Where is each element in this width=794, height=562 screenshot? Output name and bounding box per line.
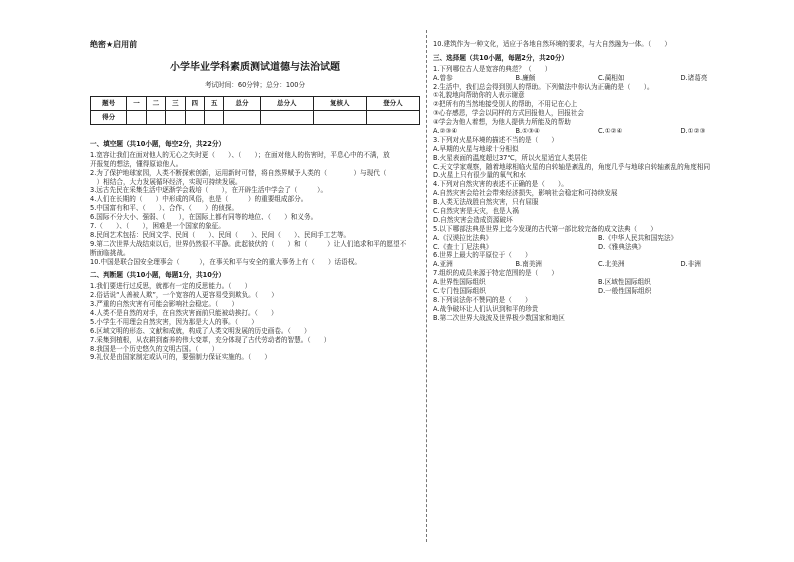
score-input-cell[interactable] bbox=[185, 111, 204, 125]
answer-option[interactable]: C.蔺相如 bbox=[598, 73, 625, 82]
question-line: 4.人们在长期的（ ）中形成的风俗，也是（ ）的重要组成部分。 bbox=[90, 195, 308, 204]
score-header-cell: 总分人 bbox=[260, 97, 313, 111]
score-table-row bbox=[91, 111, 420, 125]
question-line: 断面临挑战。 bbox=[90, 248, 130, 257]
question-line: 6.世界上最大的平原位于（ ） bbox=[433, 251, 532, 260]
option-row bbox=[433, 234, 763, 243]
question-line: 10.建筑作为一种文化，适应于各地自然环境的要求，与大自然融为一体。（ ） bbox=[433, 40, 671, 48]
answer-option[interactable]: D.非洲 bbox=[680, 260, 701, 269]
question-line: 3.严重的自然灾害有可能会影响社会稳定。（ ） bbox=[90, 300, 239, 309]
choice-question bbox=[433, 225, 763, 252]
question-line: 1.下列哪位古人是宽容的典范？（ ） bbox=[433, 64, 552, 73]
answer-option[interactable]: B.南美洲 bbox=[515, 260, 542, 269]
section-heading: 三、选择题（共10小题，每题2分，共20分） bbox=[433, 53, 569, 62]
question-line: 4.人类不是自然的对手，在自然灾害面前只能被动挨打。（ ） bbox=[90, 309, 278, 318]
choice-question bbox=[433, 65, 763, 83]
question-line: 6.国际不分大小、强弱、（ ），在国际上都有同等的地位、（ ）和义务。 bbox=[90, 213, 318, 222]
answer-option[interactable]: A.曾参 bbox=[433, 73, 453, 82]
score-row-label: 得分 bbox=[91, 111, 127, 125]
option-row bbox=[433, 260, 763, 269]
exam-info: 考试时间：60分钟；总分：100分 bbox=[204, 81, 306, 89]
score-input-cell[interactable] bbox=[224, 111, 260, 125]
score-header-cell: 登分人 bbox=[366, 97, 419, 111]
question-line: 开报复的想法，懂得原谅他人。 bbox=[90, 159, 183, 168]
question-line: 9.第二次世界大战结束以后，世界仍然很不平静。此起彼伏的（ ）和（ ）让人们追求和平的愿望不 bbox=[90, 239, 407, 248]
question-line: ④学会为他人着想，为他人提供力所能及的帮助 bbox=[433, 118, 571, 127]
question-line: 5.小学生不用理会自然灾害，因为那是大人的事。（ ） bbox=[90, 317, 258, 326]
option-row bbox=[433, 287, 763, 296]
question-line: 3.远古先民在采集生活中逐渐学会栽培（ ），在开辟生活中学会了（ ）。 bbox=[90, 186, 328, 195]
option-row bbox=[433, 127, 763, 136]
answer-option[interactable]: B.《中华人民共和国宪法》 bbox=[598, 233, 678, 242]
choice-question bbox=[433, 83, 763, 136]
question-line: 7.组织的成员来源于特定范围的是（ ） bbox=[433, 269, 558, 278]
question-line: 8.民间艺术包括：民间文学、民间（ ）、民间（ ）、民间（ ）、民间手工艺等。 bbox=[90, 230, 351, 239]
section-heading: 二、判断题（共10小题，每题1分，共10分） bbox=[90, 271, 226, 280]
answer-option[interactable]: C.北美洲 bbox=[598, 260, 625, 269]
answer-option[interactable]: A.早期的火星与地球十分相似 bbox=[433, 144, 519, 153]
score-header-cell: 复核人 bbox=[313, 97, 366, 111]
answer-option[interactable]: B.人类无法战胜自然灾害，只有屈服 bbox=[433, 198, 539, 207]
answer-option[interactable]: D.《雅典法典》 bbox=[598, 242, 645, 251]
question-line: 8.我国是一个历史悠久的文明古国。（ ） bbox=[90, 344, 219, 353]
answer-option[interactable]: D.①②③ bbox=[680, 127, 706, 136]
score-header-cell: 三 bbox=[166, 97, 185, 111]
confidential-mark: 绝密★启用前 bbox=[90, 40, 138, 49]
answer-option[interactable]: A.《汉谟拉比法典》 bbox=[433, 233, 493, 242]
choice-question bbox=[433, 180, 763, 224]
choice-question bbox=[433, 251, 763, 269]
score-table-header-row bbox=[91, 97, 420, 111]
choice-question bbox=[433, 296, 763, 323]
answer-option[interactable]: A.世界性国际组织 bbox=[433, 278, 486, 287]
score-table bbox=[90, 96, 420, 125]
question-line: 2.俗话说“人善被人欺”，一个宽容的人更容易受到欺负。（ ） bbox=[90, 291, 278, 300]
section-heading: 一、填空题（共10小题，每空2分，共22分） bbox=[90, 140, 226, 148]
option-row bbox=[433, 74, 763, 83]
answer-option[interactable]: D.诸葛亮 bbox=[680, 73, 708, 82]
answer-option[interactable]: D.自然灾害会造成资源破坏 bbox=[433, 215, 513, 224]
score-input-cell[interactable] bbox=[260, 111, 313, 125]
question-line: 1.宽容让我们在面对他人的无心之失时更（ ）、（ ）；在面对他人的伤害时，平息心中的不满，放 bbox=[90, 150, 390, 159]
answer-option[interactable]: A.自然灾害会给社会带来经济损失，影响社会稳定和可持续发展 bbox=[433, 189, 618, 198]
answer-option[interactable]: D.火星上只有很少量的氧气和水 bbox=[433, 171, 526, 180]
question-line: 2.为了保护地球家园，人类不断探索创新，运用新时可替，将自然界赋予人类的（ ）与现代（ bbox=[90, 168, 400, 177]
question-line: 1.我们要进行过反思，就都有一定的反思能力。（ ） bbox=[90, 282, 252, 291]
question-line: 9.礼仪是由国家制定或认可的，要强制力保证实施的。（ ） bbox=[90, 353, 272, 362]
question-line: 4.下列对自然灾害的表述不正确的是（ ）。 bbox=[433, 180, 568, 189]
answer-option[interactable]: C.天文学家观察，随着地球相临火星的自转轴是紊乱的，角度几乎与地球自转轴紊乱的角度相同 bbox=[433, 162, 711, 171]
answer-option[interactable]: B.第二次世界大战波及世界极少数国家和地区 bbox=[433, 313, 565, 322]
question-line: 5.以下哪部法典是世界上迄今发现的古代第一部比较完备的成文法典（ ） bbox=[433, 224, 657, 233]
question-line: 5.中国富有和平、（ ）、合作、（ ）的侦探。 bbox=[90, 204, 239, 213]
page-divider bbox=[426, 30, 427, 542]
option-row bbox=[433, 278, 763, 287]
answer-option[interactable]: C.《查士丁尼法典》 bbox=[433, 242, 493, 251]
score-input-cell[interactable] bbox=[204, 111, 223, 125]
choice-question bbox=[433, 136, 763, 180]
question-line: 7.采集到植根，从农耕到畜养的伟大变革，充分体现了古代劳动者的智慧。（ ） bbox=[90, 335, 331, 344]
question-line: ③心存感恩，学会以同样的方式回报他人，回报社会 bbox=[433, 109, 584, 118]
score-input-cell[interactable] bbox=[366, 111, 419, 125]
score-header-cell: 题号 bbox=[91, 97, 127, 111]
question-line: 8.下列说法你不赞同的是（ ） bbox=[433, 295, 532, 304]
fill-section bbox=[90, 140, 420, 362]
answer-option[interactable]: B.火星表面的温度超过37℃，所以火星适宜人类居住 bbox=[433, 153, 588, 162]
answer-option[interactable]: A.②③④ bbox=[433, 127, 458, 136]
choice-question bbox=[433, 269, 763, 296]
question-line: ②把所有的当然地接受别人的帮助，不用记在心上 bbox=[433, 100, 578, 109]
score-header-cell: 二 bbox=[146, 97, 165, 111]
score-input-cell[interactable] bbox=[313, 111, 366, 125]
question-line: ）相结合，大力发展循环经济，实现可持续发展。 bbox=[90, 177, 242, 186]
question-line: 3.下列对火星环境的描述不当的是（ ） bbox=[433, 135, 558, 144]
answer-option[interactable]: B.区域性国际组织 bbox=[598, 278, 651, 287]
question-line: 2.生活中，我们总会得到别人的帮助。下列做法中你认为正确的是（ ）。 bbox=[433, 82, 654, 91]
answer-option[interactable]: A.战争破坏让人们认识到和平的珍贵 bbox=[433, 304, 539, 313]
score-header-cell: 总分 bbox=[224, 97, 260, 111]
score-header-cell: 五 bbox=[204, 97, 223, 111]
answer-option[interactable]: A.亚洲 bbox=[433, 260, 453, 269]
score-header-cell: 一 bbox=[127, 97, 146, 111]
choice-question-list bbox=[433, 65, 763, 323]
answer-option[interactable]: B.廉颇 bbox=[515, 73, 536, 82]
question-line: 10.中国是联合国安全理事会（ ），在事关和平与安全的重大事务上有（ ）话语权。 bbox=[90, 257, 361, 266]
answer-option[interactable]: B.①③④ bbox=[515, 127, 540, 136]
score-header-cell: 四 bbox=[185, 97, 204, 111]
score-input-cell[interactable] bbox=[127, 111, 146, 125]
score-input-cell[interactable] bbox=[146, 111, 165, 125]
answer-option[interactable]: C.专门性国际组织 bbox=[433, 287, 486, 296]
answer-option[interactable]: C.①②④ bbox=[598, 127, 623, 136]
question-line: 7.（ ）、（ ），困难是一个国家的象征。 bbox=[90, 222, 225, 231]
page-title: 小学毕业学科素质测试道德与法治试题 bbox=[170, 62, 340, 73]
answer-option[interactable]: D.一般性国际组织 bbox=[598, 287, 652, 296]
score-input-cell[interactable] bbox=[166, 111, 185, 125]
answer-option[interactable]: C.自然灾害是天灾，也是人祸 bbox=[433, 207, 519, 216]
question-line: ①礼貌地向帮助你的人表示谢意 bbox=[433, 91, 525, 100]
question-line: 6.区域文明的形态、文献和成就，构成了人类文明发展的历史画卷。（ ） bbox=[90, 326, 311, 335]
choice-section bbox=[433, 40, 763, 323]
